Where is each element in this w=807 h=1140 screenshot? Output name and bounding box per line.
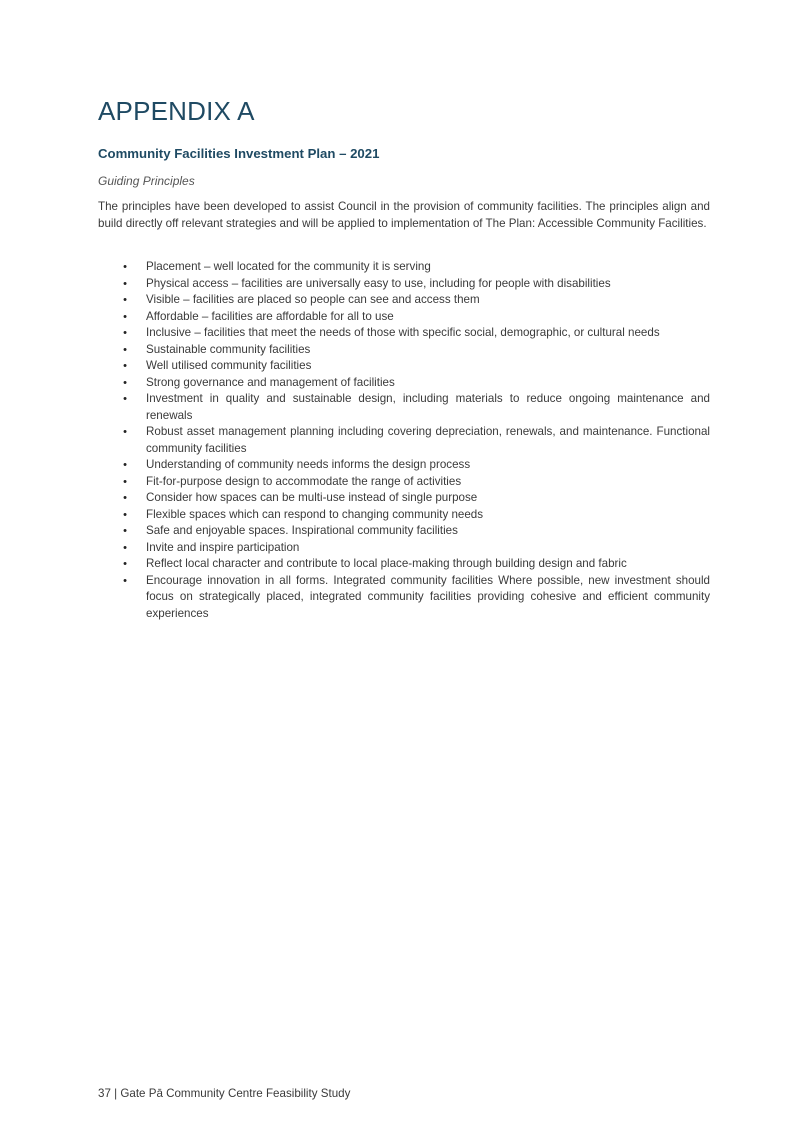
bullet-icon: • (123, 525, 127, 537)
list-item (98, 556, 710, 573)
bullet-icon: • (123, 558, 127, 570)
list-item (98, 276, 710, 293)
principle-text: Sustainable community facilities (146, 342, 311, 356)
bullet-icon: • (123, 261, 127, 273)
list-item (98, 573, 710, 623)
bullet-icon: • (123, 541, 127, 554)
principle-text: Flexible spaces which can respond to changing community needs (146, 507, 484, 521)
principle-text: Inclusive – facilities that meet the needs of those with specific social, demographic, or cultural needs (146, 326, 660, 339)
principle-text: Fit-for-purpose design to accommodate the range of activities (146, 474, 462, 488)
list-item (98, 507, 710, 524)
bullet-icon: • (123, 492, 127, 504)
principle-text: Affordable – facilities are affordable for all to use (146, 309, 394, 323)
list-item (98, 523, 710, 540)
principle-text: Safe and enjoyable spaces. Inspirational community facilities (146, 524, 458, 537)
bullet-icon: • (123, 508, 127, 521)
principle-text: Physical access – facilities are universally easy to use, including for people with disabilities (146, 276, 611, 290)
bullet-icon: • (123, 360, 127, 372)
bullet-icon: • (123, 574, 127, 587)
bullet-icon: • (123, 277, 127, 290)
section-heading: Community Facilities Investment Plan – 2021 (98, 146, 380, 161)
bullet-icon: • (123, 376, 127, 389)
list-item (98, 474, 710, 491)
list-item (98, 292, 710, 309)
principle-text: Well utilised community facilities (146, 359, 312, 372)
list-item (98, 490, 710, 507)
appendix-title: APPENDIX A (98, 96, 255, 126)
bullet-icon: • (123, 327, 127, 339)
list-item (98, 540, 710, 557)
list-item (98, 358, 710, 375)
intro-paragraph: The principles have been developed to assist Council in the provision of community facilities. The principles align and build directly off relevant strategies and will be applied to implementation of The Plan: Accessible Community Facilities. (98, 200, 710, 230)
list-item (98, 375, 710, 392)
list-item (98, 259, 710, 276)
bullet-icon: • (123, 459, 127, 471)
list-item (98, 325, 710, 342)
list-item (98, 391, 710, 424)
bullet-icon: • (123, 393, 127, 405)
principle-text: Robust asset management planning including covering depreciation, renewals, and maintenance. Functional community facilities (146, 425, 710, 455)
list-item (98, 309, 710, 326)
principle-text: Reflect local character and contribute to local place-making through building design and fabric (146, 557, 627, 570)
bullet-icon: • (123, 343, 127, 356)
principles-list (98, 259, 710, 622)
list-item (98, 424, 710, 457)
bullet-icon: • (123, 426, 127, 438)
list-item (98, 342, 710, 359)
page-footer: 37 | Gate Pā Community Centre Feasibility Study (98, 1087, 351, 1100)
principle-text: Understanding of community needs informs the design process (146, 458, 471, 471)
principle-text: Invite and inspire participation (146, 540, 300, 554)
principle-text: Placement – well located for the community it is serving (146, 260, 431, 273)
principle-text: Strong governance and management of facilities (146, 375, 395, 389)
bullet-icon: • (123, 310, 127, 323)
bullet-icon: • (123, 475, 127, 488)
bullet-icon: • (123, 294, 127, 306)
principle-text: Visible – facilities are placed so people can see and access them (146, 293, 480, 306)
list-item (98, 457, 710, 474)
guiding-principles-subheading: Guiding Principles (98, 174, 195, 188)
principle-text: Consider how spaces can be multi-use instead of single purpose (146, 491, 478, 504)
principle-text: Encourage innovation in all forms. Integrated community facilities Where possible, new investment should focus on strategically placed, integrated community facilities providing cohesive and efficient community experiences (146, 573, 710, 620)
principle-text: Investment in quality and sustainable design, including materials to reduce ongoing maintenance and renewals (146, 392, 710, 422)
